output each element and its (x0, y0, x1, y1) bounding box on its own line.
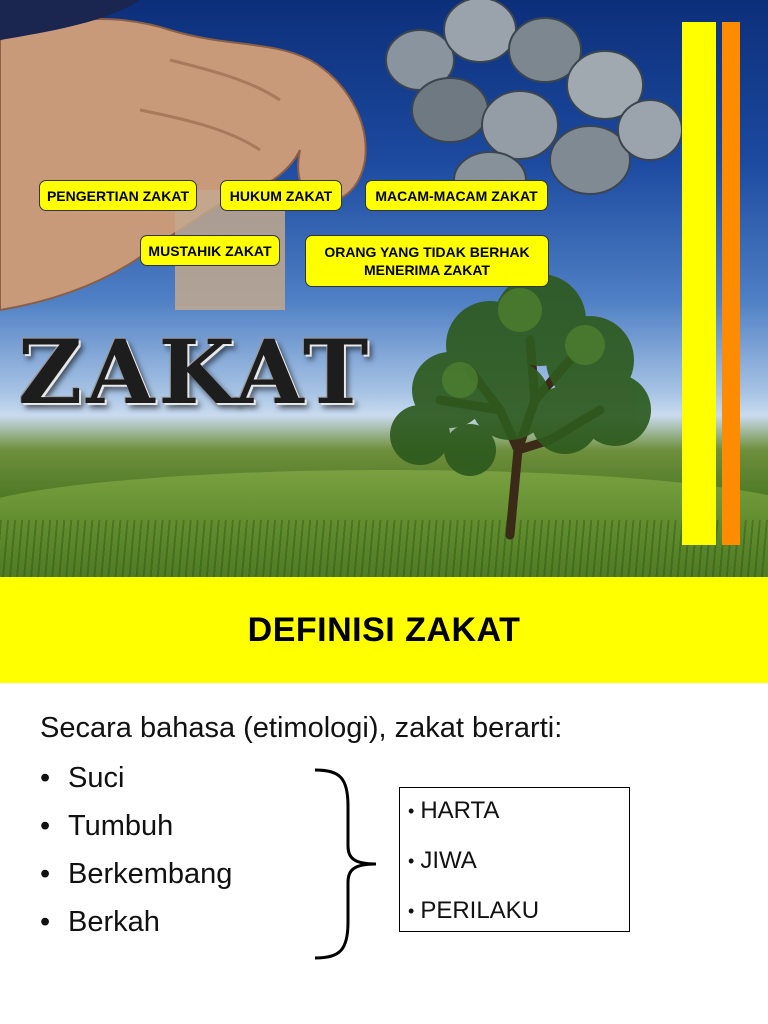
list-item (40, 760, 232, 808)
nav-button-macam[interactable]: MACAM-MACAM ZAKAT (365, 180, 548, 211)
bullet-icon: • (40, 858, 51, 890)
bullet-icon: • (40, 762, 51, 794)
curly-brace-icon (310, 766, 390, 962)
nav-button-tidak-berhak[interactable]: ORANG YANG TIDAK BERHAK MENERIMA ZAKAT (305, 235, 549, 287)
yellow-accent-bar (682, 22, 716, 545)
bullet-icon: • (40, 810, 51, 842)
box-item (408, 846, 629, 896)
bullet-icon: • (408, 801, 415, 821)
intro-text: Secara bahasa (etimologi), zakat berarti: (40, 712, 563, 744)
nav-button-pengertian[interactable]: PENGERTIAN ZAKAT (39, 180, 197, 211)
nav-button-mustahik[interactable]: MUSTAHIK ZAKAT (140, 235, 280, 266)
box-item-label: JIWA (420, 847, 477, 874)
box-item (408, 796, 629, 846)
object-box (399, 787, 630, 932)
box-item-label: HARTA (420, 797, 500, 824)
heading-band (0, 577, 768, 683)
bullet-icon: • (408, 901, 415, 921)
orange-accent-bar (722, 22, 740, 545)
list-item-label: Berkah (68, 906, 160, 938)
list-item-label: Tumbuh (68, 810, 174, 842)
list-item-label: Suci (68, 762, 125, 794)
list-item (40, 856, 232, 904)
bullet-icon: • (40, 906, 51, 938)
meaning-list (40, 760, 232, 952)
slide-heading: DEFINISI ZAKAT (247, 610, 521, 649)
list-item-label: Berkembang (68, 858, 233, 890)
nav-button-hukum[interactable]: HUKUM ZAKAT (220, 180, 342, 211)
box-item-label: PERILAKU (420, 897, 540, 924)
zakat-title: ZAKAT (18, 320, 373, 424)
tree-illustration (360, 250, 670, 540)
bullet-icon: • (408, 851, 415, 871)
box-item (408, 896, 629, 946)
list-item (40, 904, 232, 952)
list-item (40, 808, 232, 856)
